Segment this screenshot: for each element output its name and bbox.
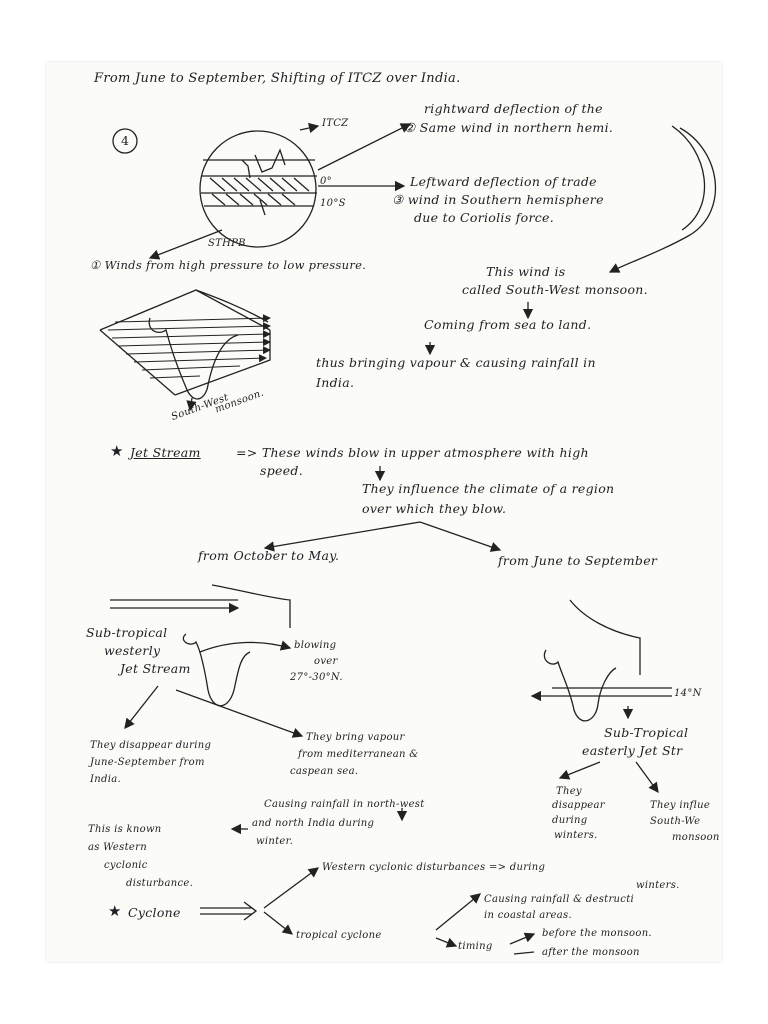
india-map-sketch-1 bbox=[100, 290, 270, 410]
winters-line2: disappear bbox=[552, 800, 605, 811]
star-bullet-jet: ★ bbox=[110, 442, 124, 460]
sw-line2: called South-West monsoon. bbox=[462, 282, 648, 297]
influence-line2: over which they blow. bbox=[362, 501, 507, 516]
globe-sketch bbox=[200, 131, 317, 247]
vapour-line2: from mediterranean & bbox=[298, 749, 419, 760]
note2-line1: rightward deflection of the bbox=[424, 101, 603, 116]
influ-line3: monsoon bbox=[672, 832, 720, 843]
winters-line3: during bbox=[552, 815, 588, 826]
jet-def-line1: => These winds blow in upper atmosphere with high bbox=[236, 445, 589, 460]
winters-line4: winters. bbox=[554, 830, 598, 841]
tropical-cyclone: tropical cyclone bbox=[296, 930, 382, 941]
easterly-line2: easterly Jet Str bbox=[582, 743, 683, 758]
timing: timing bbox=[458, 941, 493, 952]
blowing-line2: over bbox=[314, 656, 338, 667]
disappear-line2: June-September from bbox=[90, 757, 205, 768]
westerly-line2: westerly bbox=[104, 643, 161, 658]
winters-word: winters. bbox=[636, 880, 680, 891]
coastal-line1: Causing rainfall & destructi bbox=[484, 894, 635, 905]
rain-line2: India. bbox=[316, 375, 355, 390]
after-monsoon: after the monsoon bbox=[542, 947, 640, 958]
fourteen-n: 14°N bbox=[674, 688, 702, 699]
heading-line: From June to September, Shifting of ITCZ over India. bbox=[94, 71, 461, 86]
disappear-line1: They disappear during bbox=[90, 740, 212, 751]
nw-rain-line3: winter. bbox=[256, 836, 294, 847]
nw-rain-line2: and north India during bbox=[252, 818, 375, 829]
influ-line2: South-We bbox=[650, 816, 701, 827]
blowing-line1: blowing bbox=[294, 640, 337, 651]
note1-line: ① Winds from high pressure to low pressure. bbox=[90, 258, 367, 272]
western-cd: Western cyclonic disturbances => during bbox=[322, 862, 546, 873]
sea-to-land: Coming from sea to land. bbox=[424, 317, 592, 332]
before-monsoon: before the monsoon. bbox=[542, 928, 652, 939]
jet-def-line2: speed. bbox=[260, 463, 303, 478]
star-bullet-cyclone: ★ bbox=[108, 902, 122, 920]
globe-label-sthpb: STHPB bbox=[208, 238, 246, 249]
known-line3: cyclonic bbox=[104, 860, 148, 871]
globe-label-itcz: ITCZ bbox=[322, 118, 349, 129]
easterly-line1: Sub-Tropical bbox=[604, 725, 689, 740]
known-line2: as Western bbox=[88, 842, 147, 853]
westerly-line3: Jet Stream bbox=[120, 661, 191, 676]
vapour-line3: caspean sea. bbox=[290, 766, 359, 777]
easterly-jet-sketch bbox=[532, 600, 672, 792]
sw-line1: This wind is bbox=[486, 264, 566, 279]
globe-label-10s: 10°S bbox=[320, 198, 346, 209]
monsoon-label-line2: monsoon. bbox=[213, 387, 266, 416]
jet-stream-title: Jet Stream bbox=[130, 445, 201, 460]
cyclone-label: Cyclone bbox=[128, 905, 181, 920]
nw-rain-line1: Causing rainfall in north-west bbox=[264, 799, 425, 810]
coastal-line2: in coastal areas. bbox=[484, 910, 572, 921]
influ-line1: They influe bbox=[650, 800, 711, 811]
disappear-line3: India. bbox=[90, 774, 121, 785]
item-number: 4 bbox=[121, 133, 130, 148]
note3-line1: Leftward deflection of trade bbox=[410, 174, 597, 189]
known-line4: disturbance. bbox=[126, 878, 194, 889]
westerly-line1: Sub-tropical bbox=[86, 625, 168, 640]
vapour-line1: They bring vapour bbox=[306, 732, 405, 743]
monsoon-label-line1: South-West bbox=[169, 392, 231, 423]
note3-line2: ③ wind in Southern hemisphere bbox=[392, 192, 604, 207]
known-line1: This is known bbox=[88, 824, 162, 835]
oct-may: from October to May. bbox=[198, 548, 340, 563]
winters-line1: They bbox=[556, 786, 582, 797]
influence-line1: They influence the climate of a region bbox=[362, 481, 615, 496]
rain-line1: thus bringing vapour & causing rainfall in bbox=[316, 355, 596, 370]
globe-label-zero: 0° bbox=[320, 176, 332, 187]
note2-line2: ② Same wind in northern hemi. bbox=[404, 120, 614, 135]
blowing-line3: 27°-30°N. bbox=[290, 672, 343, 683]
june-sept: from June to September bbox=[498, 553, 658, 568]
note3-line3: due to Coriolis force. bbox=[414, 210, 555, 225]
